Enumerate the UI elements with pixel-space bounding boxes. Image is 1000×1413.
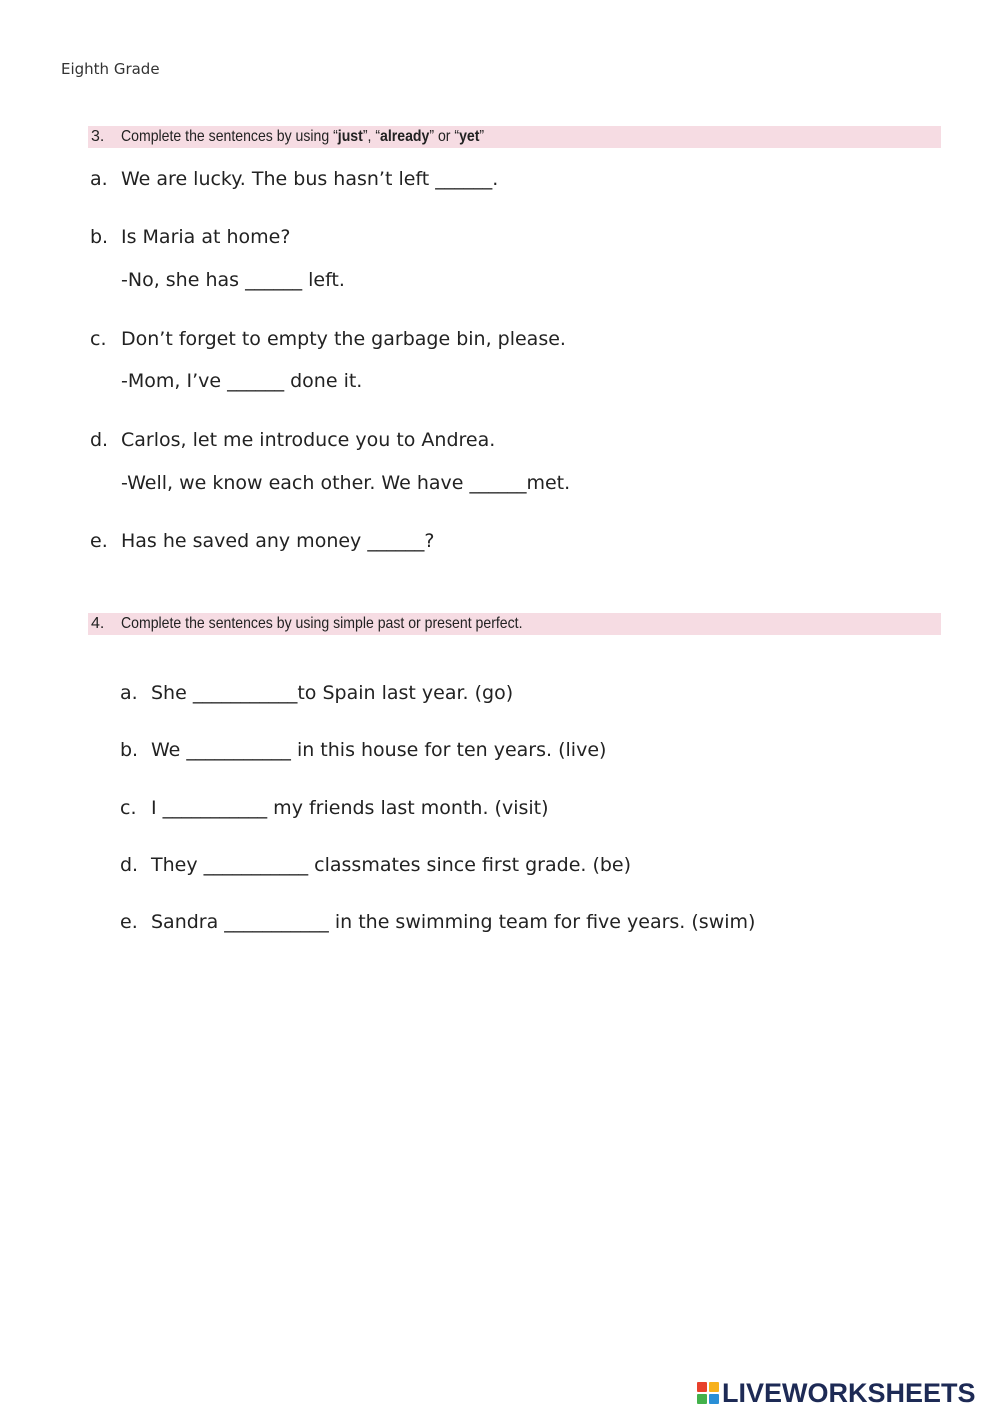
item-letter: d. (120, 854, 139, 876)
section-3-number: 3. (91, 128, 105, 145)
grade-label: Eighth Grade (61, 60, 160, 78)
item-letter: b. (120, 739, 139, 761)
section-3-item-c-reply: -Mom, I’ve ______ done it. (121, 370, 363, 392)
item-text: I ___________ my friends last month. (visit) (151, 797, 549, 819)
item-letter: c. (90, 328, 107, 350)
liveworksheets-logo-icon (697, 1382, 719, 1404)
item-letter: a. (90, 168, 108, 190)
section-3-instruction: Complete the sentences by using “just”, “already” or “yet” (121, 128, 485, 145)
item-letter: d. (90, 429, 109, 451)
logo-wordmark: LIVEWORKSHEETS (722, 1377, 976, 1408)
liveworksheets-logo[interactable] (697, 1377, 976, 1409)
section-3-item-d-reply: -Well, we know each other. We have ______met. (121, 472, 571, 494)
section-3-instruction-bar (88, 126, 941, 148)
item-text: Carlos, let me introduce you to Andrea. (121, 429, 496, 451)
item-text: Sandra ___________ in the swimming team for five years. (swim) (151, 911, 756, 933)
item-text: We are lucky. The bus hasn’t left ______. (121, 168, 499, 190)
item-text: Has he saved any money ______? (121, 530, 435, 552)
section-4-instruction-bar (88, 613, 941, 635)
item-letter: b. (90, 226, 109, 248)
item-text: They ___________ classmates since first grade. (be) (151, 854, 632, 876)
item-letter: e. (90, 530, 108, 552)
item-text: Don’t forget to empty the garbage bin, please. (121, 328, 566, 350)
item-letter: a. (120, 682, 138, 704)
section-3-item-b-reply: -No, she has ______ left. (121, 269, 345, 291)
section-4-instruction: Complete the sentences by using simple past or present perfect. (121, 615, 523, 632)
item-letter: e. (120, 911, 138, 933)
item-text: Is Maria at home? (121, 226, 291, 248)
item-text: She ___________to Spain last year. (go) (151, 682, 514, 704)
section-4-number: 4. (91, 615, 105, 632)
item-letter: c. (120, 797, 137, 819)
item-text: We ___________ in this house for ten years. (live) (151, 739, 607, 761)
